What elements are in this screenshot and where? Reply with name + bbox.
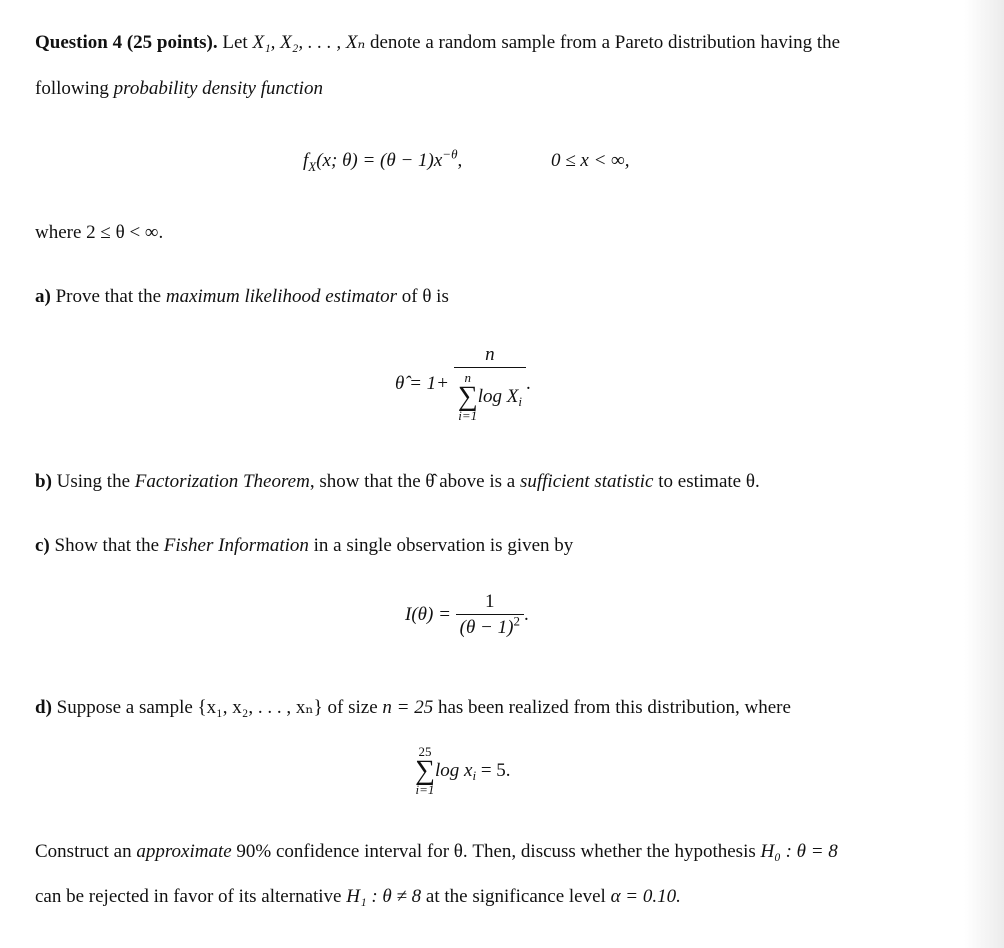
mle-lhs: θ̂ = 1+ xyxy=(395,373,449,395)
pdf-comma: , xyxy=(457,150,463,171)
intro-line2-text: following xyxy=(35,78,114,99)
closing-text-a: Construct an xyxy=(35,841,137,862)
question-heading: Question 4 (25 points). xyxy=(35,32,218,53)
closing-h0: H₀ : θ = 8 xyxy=(760,841,838,862)
mle-sum-lower: i=1 xyxy=(458,408,478,424)
part-a-term: maximum likelihood estimator xyxy=(165,286,397,307)
part-b-text-b: , show that the θ̂ above is a xyxy=(309,471,520,492)
intro-line2-term: probability density function xyxy=(113,78,323,99)
mle-sum-body: log X xyxy=(477,386,519,408)
part-b-label: b) xyxy=(35,471,52,492)
fisher-lhs: I(θ) = xyxy=(405,604,451,625)
part-c-term: Fisher Information xyxy=(163,535,309,556)
mle-equation xyxy=(395,345,531,422)
part-d-label: d) xyxy=(35,697,52,718)
part-b-text-a: Using the xyxy=(51,471,135,492)
mle-sum-upper: n xyxy=(464,370,471,385)
fisher-den-base: (θ − 1) xyxy=(459,617,514,638)
part-c-text-b: in a single observation is given by xyxy=(308,535,574,556)
mle-denominator xyxy=(454,367,526,422)
intro-text-b: denote a random sample from a Pareto distribution having the xyxy=(365,32,841,53)
pdf-lhs: f xyxy=(303,150,309,171)
pdf-support xyxy=(551,151,629,170)
part-b xyxy=(35,472,760,491)
sum-operator xyxy=(415,745,435,796)
fisher-fraction xyxy=(456,592,524,637)
part-c-text-a: Show that the xyxy=(49,535,164,556)
part-b-term2: sufficient statistic xyxy=(519,471,654,492)
closing-text-b: 90% confidence interval for θ. Then, discuss whether the hypothesis xyxy=(231,841,761,862)
sum-equation xyxy=(415,745,511,796)
part-d-n: n = 25 xyxy=(382,697,434,718)
sum-upper: 25 xyxy=(418,744,432,759)
closing-line1 xyxy=(35,842,838,861)
intro-text-a: Let xyxy=(217,32,253,53)
pdf-support-text: 0 ≤ x < ∞, xyxy=(551,150,630,171)
part-d-text-b: has been realized from this distribution, where xyxy=(433,697,791,718)
question-intro-line1 xyxy=(35,33,840,52)
part-b-term1: Factorization Theorem xyxy=(134,471,310,492)
part-a xyxy=(35,287,449,306)
mle-sum xyxy=(458,371,478,422)
part-a-text-a: Prove that the xyxy=(50,286,166,307)
pdf-lhs-sub: X xyxy=(308,158,317,174)
closing-line2-b: at the significance level xyxy=(421,886,611,907)
part-d-text-a: Suppose a sample {x₁, x₂, . . . , xₙ} of size xyxy=(51,697,383,718)
fisher-numerator: 1 xyxy=(485,591,495,612)
mle-fraction xyxy=(454,345,526,422)
closing-alpha: α = 0.10. xyxy=(610,886,681,907)
parameter-range xyxy=(35,223,163,242)
part-c xyxy=(35,536,573,555)
pdf-exponent: −θ xyxy=(442,146,458,162)
fisher-denominator xyxy=(456,614,524,637)
closing-h1: H₁ : θ ≠ 8 xyxy=(346,886,422,907)
mle-sum-sigma: ∑ xyxy=(457,381,478,412)
sum-sigma: ∑ xyxy=(415,755,435,786)
parameter-range-text: where 2 ≤ θ < ∞. xyxy=(35,222,164,243)
closing-line2-a: can be rejected in favor of its alternative xyxy=(35,886,347,907)
part-a-label: a) xyxy=(35,286,51,307)
closing-line2 xyxy=(35,887,681,906)
sum-rhs: = 5. xyxy=(476,760,511,782)
part-d xyxy=(35,698,791,717)
sum-body: log x xyxy=(434,760,473,782)
sum-lower: i=1 xyxy=(415,782,435,798)
page-edge-shadow xyxy=(964,0,1004,948)
sum-body-sub: i xyxy=(472,767,477,783)
part-c-label: c) xyxy=(35,535,50,556)
mle-trail: . xyxy=(525,373,531,395)
fisher-trail: . xyxy=(523,604,529,625)
pdf-equation xyxy=(303,146,463,174)
mle-numerator: n xyxy=(485,344,495,365)
mle-sum-body-sub: i xyxy=(518,393,522,409)
part-a-text-b: of θ is xyxy=(397,286,449,307)
intro-vars: X₁, X₂, . . . , Xₙ xyxy=(252,32,366,53)
question-intro-line2 xyxy=(35,79,323,98)
closing-term: approximate xyxy=(136,841,232,862)
part-b-text-c: to estimate θ. xyxy=(653,471,760,492)
fisher-equation xyxy=(405,592,529,637)
fisher-den-exponent: 2 xyxy=(513,613,520,629)
pdf-args: (x; θ) = (θ − 1)x xyxy=(316,150,443,171)
